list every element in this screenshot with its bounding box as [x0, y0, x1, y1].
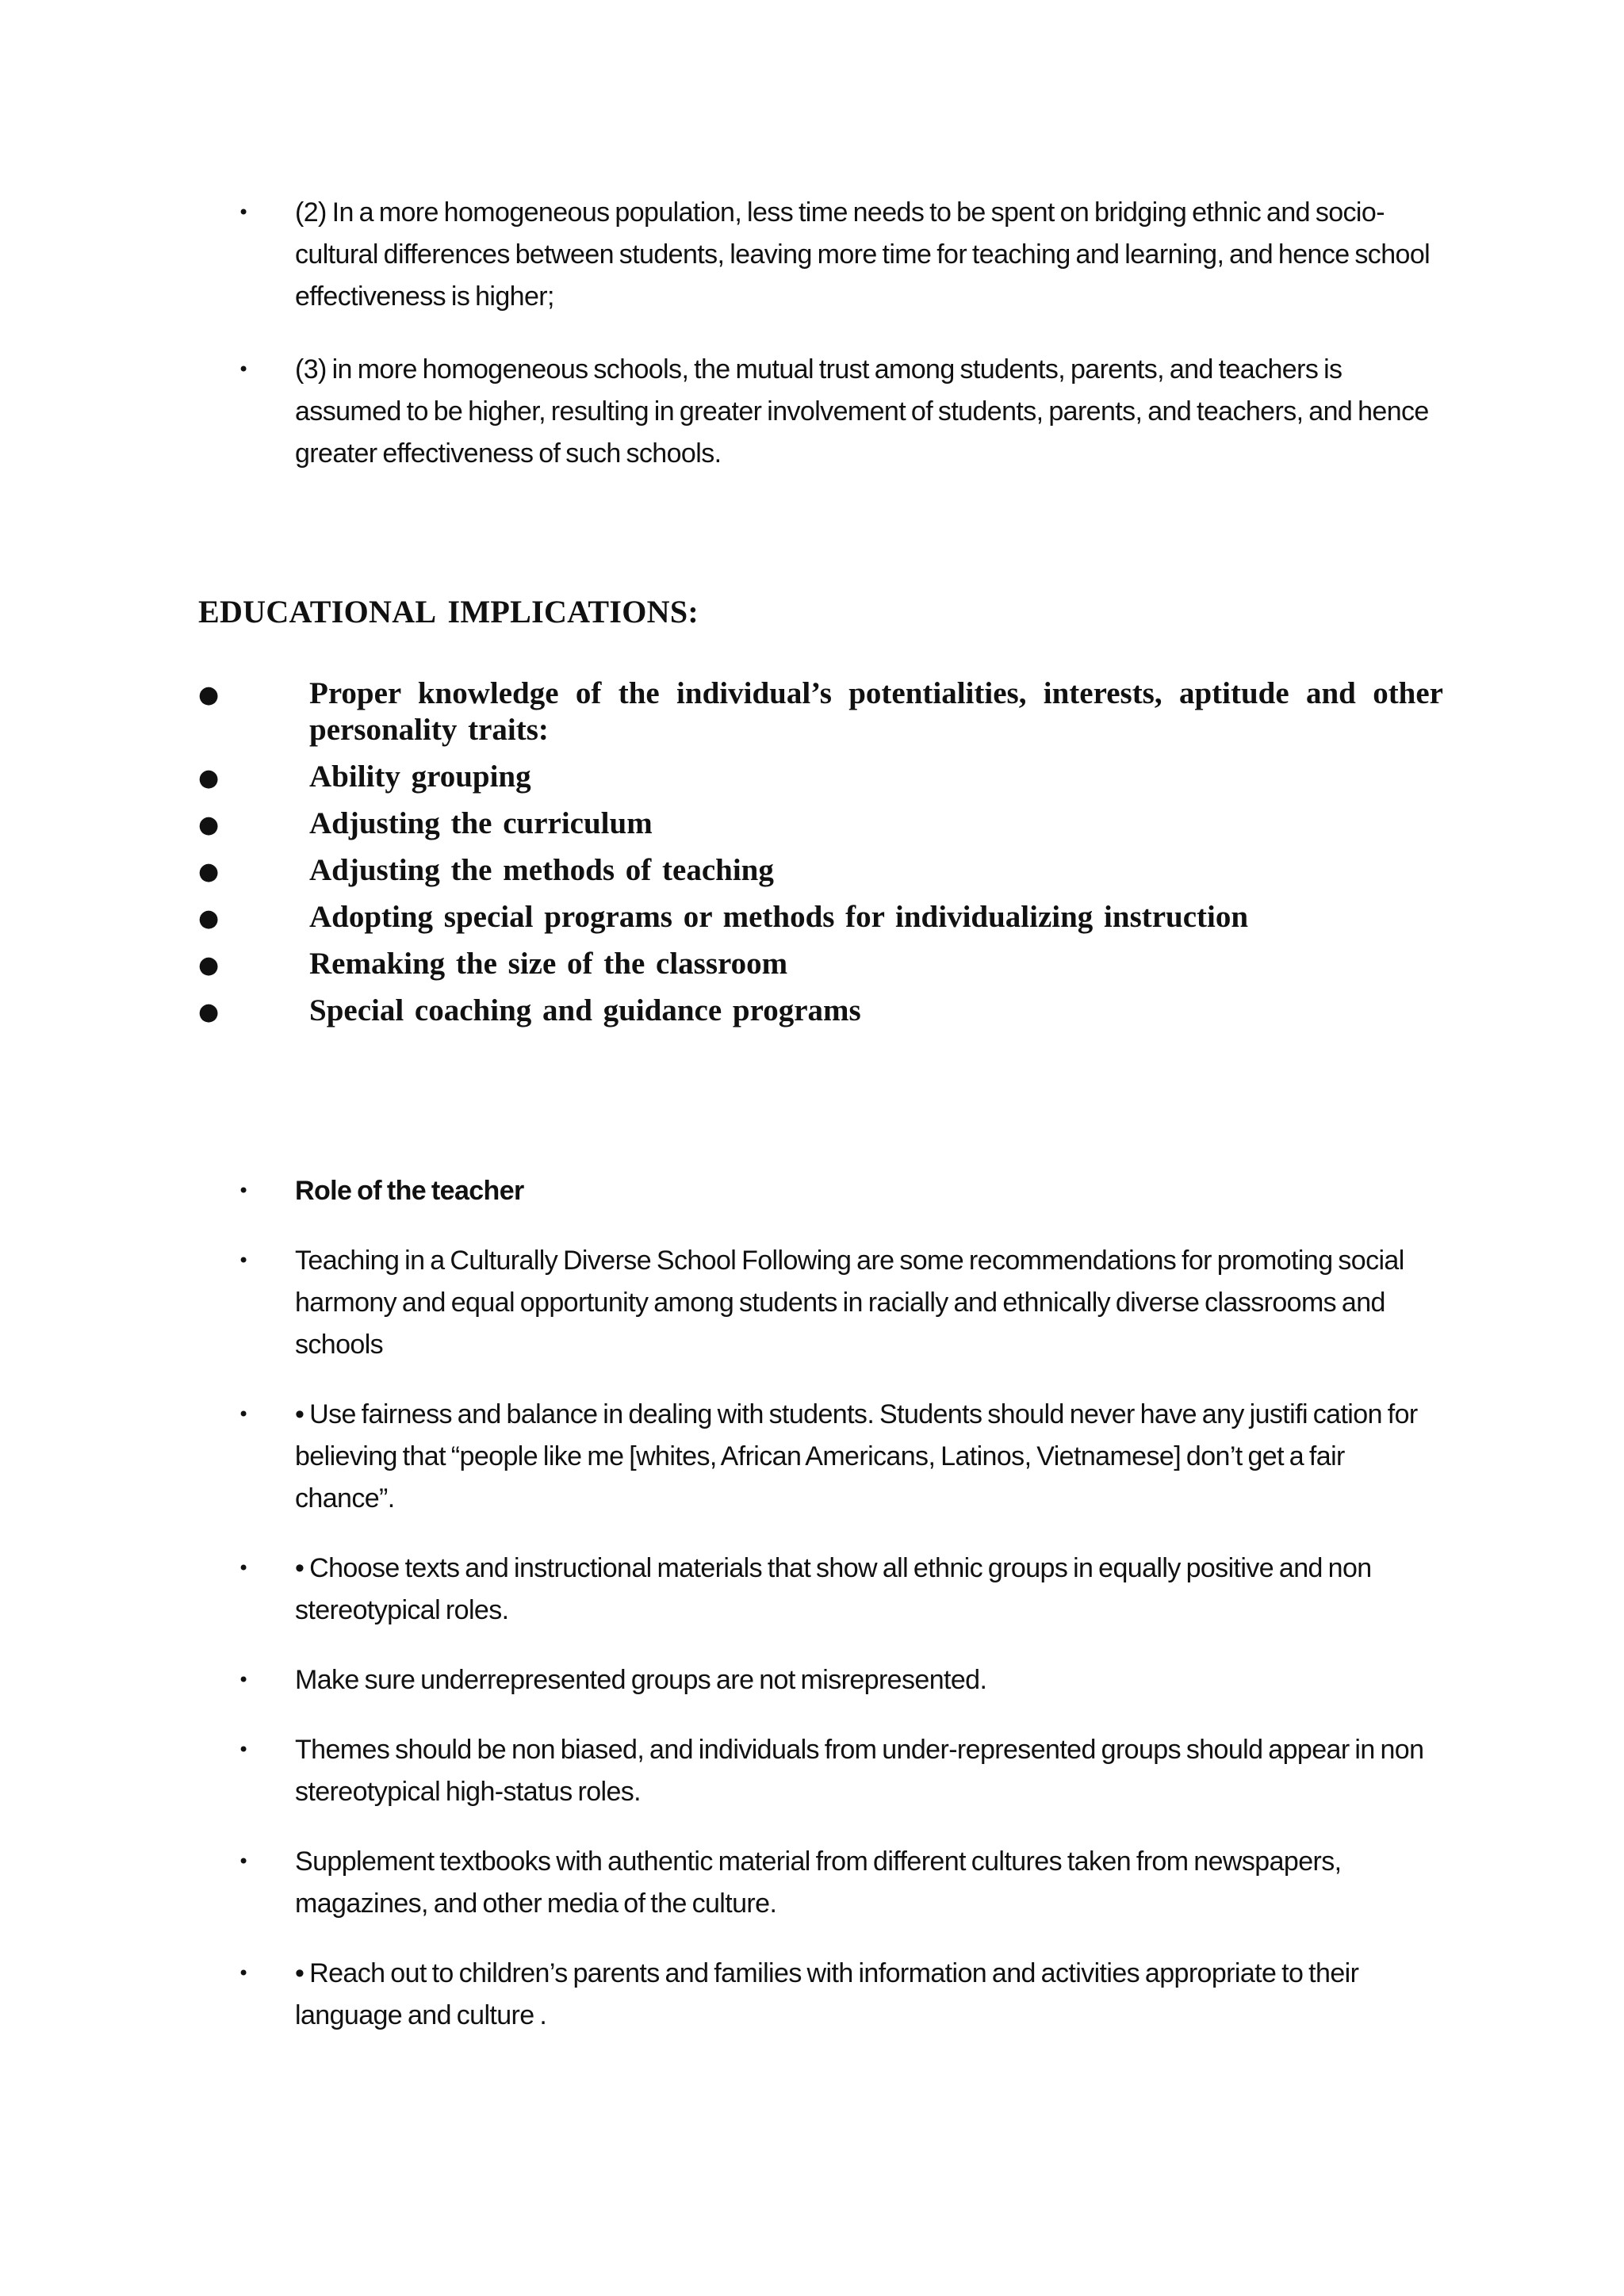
bullet-icon: •	[238, 1739, 249, 1761]
list-item-text: Ability grouping	[309, 760, 531, 794]
bullet-icon: •	[238, 1557, 249, 1579]
bullet-icon: ●	[198, 811, 220, 839]
list-item	[238, 1659, 1443, 1701]
list-item	[198, 899, 1443, 936]
list-item	[238, 1394, 1443, 1520]
list-item-text: • Use fairness and balance in dealing with students. Students should never have any justifi cation for believing that “people like me [whites, African Americans, Latinos, Vietnamese] don’t get a fair chance”.	[295, 1399, 1418, 1513]
hypotheses-list	[238, 192, 1443, 506]
list-item-text: Supplement textbooks with authentic material from different cultures taken from newspapers, magazines, and other media of the culture.	[295, 1846, 1342, 1919]
list-item	[198, 759, 1443, 795]
teacher-role-list	[238, 1170, 1443, 2064]
list-item-text: (3) in more homogeneous schools, the mutual trust among students, parents, and teachers is assumed to be higher, resulting in greater involvement of students, parents, and teachers, and hence greater effectiveness of such schools.	[295, 354, 1429, 469]
list-item-text: • Choose texts and instructional materials that show all ethnic groups in equally positive and non stereotypical roles.	[295, 1553, 1372, 1625]
bullet-icon: •	[238, 1850, 249, 1873]
list-item-text: • Reach out to children’s parents and families with information and activities appropriate to their language and culture .	[295, 1958, 1359, 2030]
list-item	[198, 806, 1443, 842]
bullet-icon: •	[238, 358, 249, 381]
list-item	[198, 946, 1443, 982]
bullet-icon: ●	[198, 905, 220, 932]
list-item-text: Special coaching and guidance programs	[309, 993, 861, 1027]
subheading-text: Role of the teacher	[295, 1176, 524, 1206]
section-heading: EDUCATIONAL IMPLICATIONS:	[198, 594, 699, 629]
bullet-icon: ●	[198, 858, 220, 886]
list-item-text: Remaking the size of the classroom	[309, 947, 788, 981]
bullet-icon: •	[238, 1180, 249, 1202]
list-item-text: Themes should be non biased, and individuals from under-represented groups should appear in non stereotypical high-status roles.	[295, 1735, 1424, 1807]
list-item	[198, 852, 1443, 889]
list-item-text: (2) In a more homogeneous population, less time needs to be spent on bridging ethnic and socio-cultural differences between students, leaving more time for teaching and learning, and hence school effectiveness is higher;	[295, 197, 1431, 312]
list-item	[198, 675, 1443, 748]
bullet-icon: •	[238, 1249, 249, 1272]
list-item	[238, 1548, 1443, 1632]
list-item	[198, 993, 1443, 1029]
list-item	[238, 1841, 1443, 1925]
bullet-icon: •	[238, 1669, 249, 1691]
bullet-icon: •	[238, 1962, 249, 1984]
bullet-icon: ●	[198, 764, 220, 792]
list-item	[238, 1729, 1443, 1813]
implications-list	[198, 675, 1443, 1039]
list-item	[238, 1240, 1443, 1366]
list-item	[238, 349, 1443, 475]
bullet-icon: ●	[198, 998, 220, 1026]
list-item-text: Adjusting the methods of teaching	[309, 853, 774, 887]
bullet-icon: ●	[198, 951, 220, 979]
list-item	[238, 192, 1443, 318]
bullet-icon: •	[238, 201, 249, 224]
list-item-text: Proper knowledge of the individual’s potentialities, interests, aptitude and other personality traits:	[309, 676, 1443, 747]
list-item-text: Make sure underrepresented groups are not misrepresented.	[295, 1665, 987, 1695]
list-item-text: Adjusting the curriculum	[309, 806, 653, 840]
bullet-icon: •	[238, 1403, 249, 1425]
list-item-text: Teaching in a Culturally Diverse School Following are some recommendations for promoting social harmony and equal opportunity among students in racially and ethnically diverse classrooms and schools	[295, 1246, 1404, 1360]
list-item	[238, 1170, 1443, 1212]
bullet-icon: ●	[198, 681, 220, 709]
list-item-text: Adopting special programs or methods for individualizing instruction	[309, 900, 1249, 934]
list-item	[238, 1953, 1443, 2037]
